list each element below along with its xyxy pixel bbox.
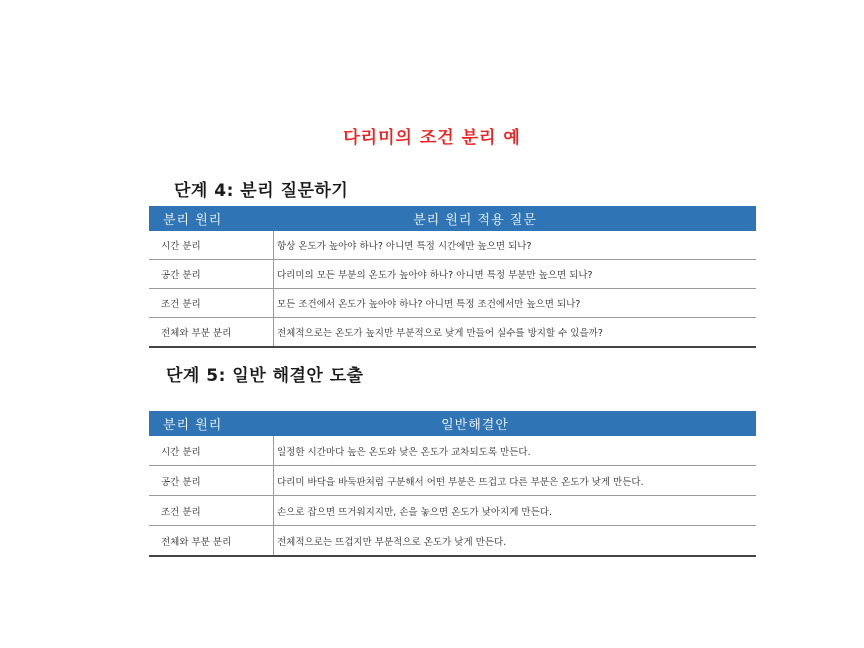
step5-heading: 단계 5: 일반 해결안 도출 — [166, 366, 364, 386]
row-question: 항상 온도가 높아야 하나? 아니면 특정 시간에만 높으면 되나? — [277, 241, 532, 252]
table-row — [149, 318, 756, 348]
header-solution: 일반해결안 — [441, 418, 509, 433]
table-row — [149, 289, 756, 318]
table-row — [149, 526, 756, 557]
table-header — [149, 206, 756, 231]
row-principle: 공간 분리 — [149, 260, 274, 288]
header-question: 분리 원리 적용 질문 — [413, 213, 537, 228]
row-principle: 조건 분리 — [149, 289, 274, 317]
row-solution: 전체적으로는 뜨겁지만 부분적으로 온도가 낮게 만든다. — [277, 536, 507, 548]
table-header — [149, 411, 756, 436]
row-solution: 일정한 시간마다 높은 온도와 낮은 온도가 교차되도록 만든다. — [277, 446, 531, 458]
row-solution: 손으로 잡으면 뜨거워지지만, 손을 놓으면 온도가 낮아지게 만든다. — [277, 506, 552, 518]
row-question: 전체적으로는 온도가 높지만 부분적으로 낮게 만들어 실수를 방지할 수 있을까? — [277, 328, 603, 339]
row-principle: 시간 분리 — [149, 436, 274, 465]
row-principle: 전체와 부분 분리 — [149, 526, 274, 555]
row-question: 모든 조건에서 온도가 높아야 하나? 아니면 특정 조건에서만 높으면 되나? — [277, 299, 581, 310]
row-principle: 전체와 부분 분리 — [149, 318, 274, 346]
step4-heading: 단계 4: 분리 질문하기 — [174, 181, 349, 201]
page-title: 다리미의 조건 분리 예 — [343, 128, 521, 148]
header-principle: 분리 원리 — [163, 418, 223, 433]
table-row — [149, 436, 756, 466]
table-row — [149, 466, 756, 496]
row-principle: 시간 분리 — [149, 231, 274, 259]
table-row — [149, 496, 756, 526]
question-table — [149, 206, 756, 348]
header-principle: 분리 원리 — [163, 213, 223, 228]
row-question: 다리미의 모든 부분의 온도가 높아야 하나? 아니면 특정 부분만 높으면 되나? — [277, 270, 593, 281]
table-row — [149, 260, 756, 289]
row-principle: 조건 분리 — [149, 496, 274, 525]
table-row — [149, 231, 756, 260]
row-solution: 다리미 바닥을 바둑판처럼 구분해서 어떤 부분은 뜨겁고 다른 부분은 온도가 낮게 만든다. — [277, 476, 644, 488]
solution-table — [149, 411, 756, 557]
row-principle: 공간 분리 — [149, 466, 274, 495]
